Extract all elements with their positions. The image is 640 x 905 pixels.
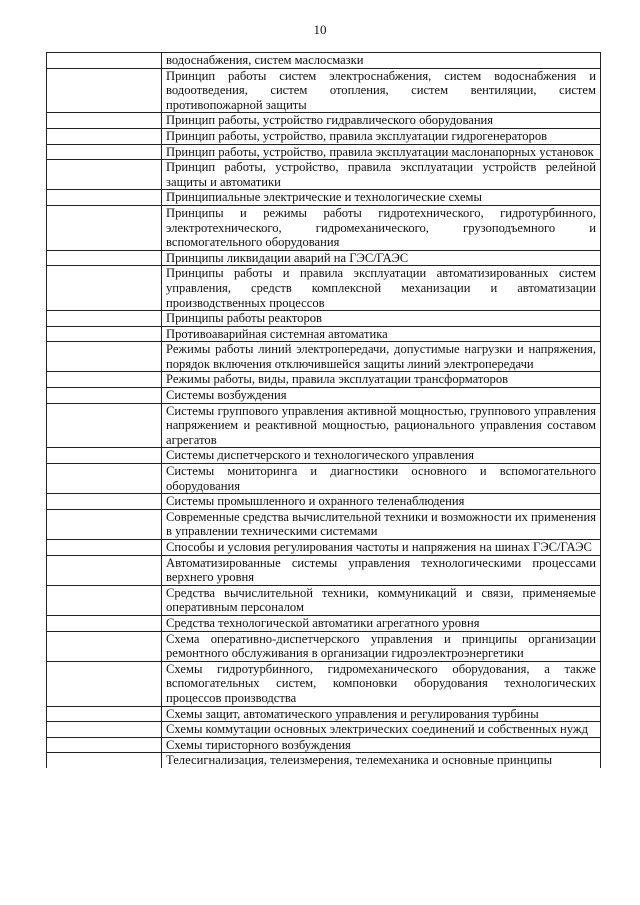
left-column-cell <box>47 53 162 69</box>
knowledge-item-cell <box>162 128 601 144</box>
knowledge-item-cell <box>162 540 601 556</box>
table-row <box>47 540 601 556</box>
knowledge-item-text: Принцип работы, устройство, правила эксплуатации гидрогенераторов <box>166 128 548 143</box>
knowledge-item-text: Схемы защит, автоматического управления и регулирования турбины <box>166 706 539 721</box>
left-column-cell <box>47 144 162 160</box>
table-row <box>47 403 601 448</box>
knowledge-item-text: Принцип работы, устройство, правила эксплуатации устройств релейной защиты и автоматики <box>166 160 596 189</box>
knowledge-item-text: Принципы и режимы работы гидротехнического, гидротурбинного, электротехнического, гидромеханического, грузоподъемного и вспомогательного оборудования <box>166 205 596 250</box>
knowledge-item-cell <box>162 494 601 510</box>
knowledge-item-text: Схемы тиристорного возбуждения <box>166 737 351 752</box>
knowledge-item-cell <box>162 250 601 266</box>
left-column-cell <box>47 722 162 738</box>
knowledge-item-cell <box>162 585 601 615</box>
table-row <box>47 509 601 539</box>
left-column-cell <box>47 585 162 615</box>
table-row <box>47 494 601 510</box>
knowledge-item-text: Принцип работы, устройство гидравлического оборудования <box>166 113 494 128</box>
left-column-cell <box>47 540 162 556</box>
table-row <box>47 372 601 388</box>
left-column-cell <box>47 250 162 266</box>
left-column-cell <box>47 615 162 631</box>
knowledge-item-cell <box>162 631 601 661</box>
left-column-cell <box>47 555 162 585</box>
knowledge-item-cell <box>162 753 601 768</box>
table-row <box>47 128 601 144</box>
knowledge-item-cell <box>162 53 601 69</box>
page-number: 10 <box>313 22 327 37</box>
table-row <box>47 68 601 113</box>
knowledge-item-text: Принципы работы и правила эксплуатации автоматизированных систем управления, средств комплексной механизации и автоматизации производственных процессов <box>166 266 596 310</box>
knowledge-item-cell <box>162 509 601 539</box>
table-row <box>47 753 601 768</box>
knowledge-item-text: Принципы ликвидации аварий на ГЭС/ГАЭС <box>166 250 409 265</box>
table-row <box>47 631 601 661</box>
table-row <box>47 706 601 722</box>
knowledge-item-cell <box>162 342 601 372</box>
knowledge-item-cell <box>162 448 601 464</box>
table-row <box>47 250 601 266</box>
knowledge-item-cell <box>162 311 601 327</box>
left-column-cell <box>47 68 162 113</box>
knowledge-item-text: Схемы гидротурбинного, гидромеханического оборудования, а также вспомогательных систем, компоновки оборудования технологических процессов производства <box>166 661 596 705</box>
knowledge-item-text: Системы промышленного и охранного теленаблюдения <box>166 494 465 509</box>
table-row <box>47 113 601 129</box>
knowledge-table <box>46 52 601 768</box>
left-column-cell <box>47 160 162 190</box>
knowledge-item-text: Схемы коммутации основных электрических соединений и собственных нужд <box>166 722 589 737</box>
table-row <box>47 722 601 738</box>
left-column-cell <box>47 128 162 144</box>
knowledge-item-text: Современные средства вычислительной техники и возможности их применения в управлении техническими системами <box>166 509 596 539</box>
table-row <box>47 342 601 372</box>
table-row <box>47 311 601 327</box>
left-column-cell <box>47 494 162 510</box>
knowledge-item-text: Системы возбуждения <box>166 388 287 403</box>
knowledge-item-text: Противоаварийная системная автоматика <box>166 326 388 341</box>
knowledge-item-text: Принципы работы реакторов <box>166 311 322 326</box>
left-column-cell <box>47 737 162 753</box>
left-column-cell <box>47 661 162 706</box>
table-row <box>47 326 601 342</box>
table-row <box>47 737 601 753</box>
left-column-cell <box>47 388 162 404</box>
left-column-cell <box>47 448 162 464</box>
table-row <box>47 585 601 615</box>
knowledge-item-text: Системы диспетчерского и технологического управления <box>166 448 475 463</box>
left-column-cell <box>47 205 162 250</box>
knowledge-item-cell <box>162 190 601 206</box>
left-column-cell <box>47 311 162 327</box>
table-row <box>47 53 601 69</box>
knowledge-item-cell <box>162 205 601 250</box>
knowledge-item-text: Способы и условия регулирования частоты и напряжения на шинах ГЭС/ГАЭС <box>166 540 592 554</box>
knowledge-item-cell <box>162 555 601 585</box>
knowledge-item-cell <box>162 266 601 311</box>
knowledge-item-text: водоснабжения, систем маслосмазки <box>166 53 364 67</box>
left-column-cell <box>47 631 162 661</box>
knowledge-item-cell <box>162 661 601 706</box>
left-column-cell <box>47 706 162 722</box>
knowledge-item-cell <box>162 113 601 129</box>
table-row <box>47 448 601 464</box>
knowledge-item-cell <box>162 372 601 388</box>
knowledge-item-text: Системы мониторинга и диагностики основного и вспомогательного оборудования <box>166 464 596 493</box>
knowledge-item-cell <box>162 706 601 722</box>
left-column-cell <box>47 753 162 768</box>
left-column-cell <box>47 326 162 342</box>
knowledge-item-text: Принципиальные электрические и технологические схемы <box>166 190 482 205</box>
left-column-cell <box>47 113 162 129</box>
knowledge-item-text: Принцип работы, устройство, правила эксплуатации маслонапорных установок <box>166 144 594 159</box>
left-column-cell <box>47 509 162 539</box>
left-column-cell <box>47 266 162 311</box>
knowledge-item-cell <box>162 68 601 113</box>
table-row <box>47 190 601 206</box>
table-row <box>47 266 601 311</box>
knowledge-item-cell <box>162 722 601 738</box>
knowledge-item-cell <box>162 737 601 753</box>
knowledge-item-cell <box>162 144 601 160</box>
knowledge-item-cell <box>162 403 601 448</box>
left-column-cell <box>47 464 162 494</box>
knowledge-item-cell <box>162 160 601 190</box>
left-column-cell <box>47 190 162 206</box>
left-column-cell <box>47 372 162 388</box>
table-row <box>47 205 601 250</box>
table-row <box>47 388 601 404</box>
knowledge-item-cell <box>162 388 601 404</box>
knowledge-item-text: Телесигнализация, телеизмерения, телемеханика и основные принципы <box>166 753 553 768</box>
knowledge-item-text: Средства вычислительной техники, коммуникаций и связи, применяемые оперативным персоналом <box>166 585 596 615</box>
knowledge-table-body <box>47 53 601 768</box>
table-row <box>47 464 601 494</box>
left-column-cell <box>47 342 162 372</box>
knowledge-item-text: Автоматизированные системы управления технологическими процессами верхнего уровня <box>166 555 596 585</box>
table-row <box>47 160 601 190</box>
table-row <box>47 661 601 706</box>
left-column-cell <box>47 403 162 448</box>
knowledge-item-text: Средства технологической автоматики агрегатного уровня <box>166 615 480 630</box>
table-row <box>47 144 601 160</box>
knowledge-item-text: Принцип работы систем электроснабжения, систем водоснабжения и водоотведения, систем отопления, систем вентиляции, систем противопожарной защиты <box>166 68 596 112</box>
table-row <box>47 555 601 585</box>
knowledge-item-text: Системы группового управления активной мощностью, группового управления напряжением и реактивной мощностью, рационального управления составом агрегатов <box>166 403 596 447</box>
knowledge-item-cell <box>162 326 601 342</box>
knowledge-item-cell <box>162 464 601 494</box>
table-row <box>47 615 601 631</box>
knowledge-item-text: Схема оперативно-диспетчерского управления и принципы организации ремонтного обслуживания в организации гидроэлектроэнергетики <box>166 631 596 661</box>
knowledge-item-text: Режимы работы линий электропередачи, допустимые нагрузки и напряжения, порядок включения отключившейся защиты линий электропередачи <box>166 342 596 371</box>
knowledge-item-text: Режимы работы, виды, правила эксплуатации трансформаторов <box>166 372 509 387</box>
knowledge-item-cell <box>162 615 601 631</box>
